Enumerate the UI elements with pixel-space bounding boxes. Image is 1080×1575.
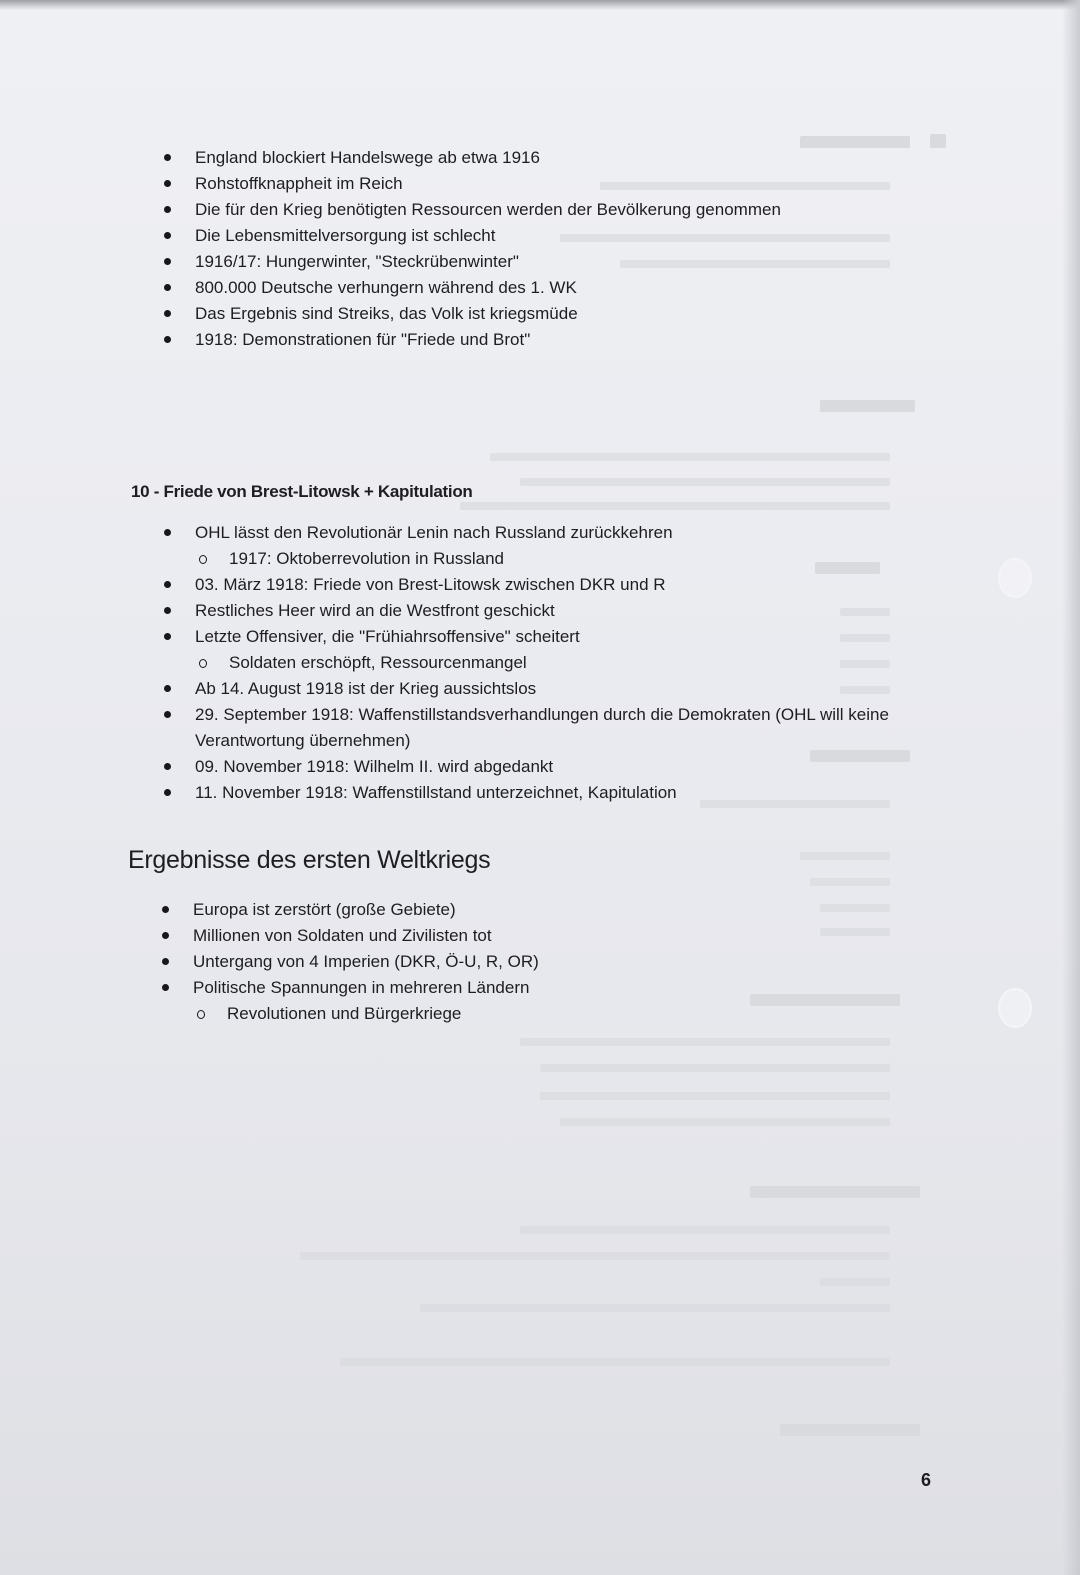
list-item-text: Rohstoffknappheit im Reich <box>195 174 403 193</box>
list-item <box>164 754 934 780</box>
circle-bullet-icon <box>199 659 207 668</box>
page-edge-shadow <box>1062 0 1080 1575</box>
list-item <box>164 327 984 353</box>
section-heading-brest-litowsk: 10 - Friede von Brest-Litowsk + Kapitulation <box>131 482 473 501</box>
list-item-text: 1916/17: Hungerwinter, "Steckrübenwinter" <box>195 252 519 271</box>
list-item-text: Das Ergebnis sind Streiks, das Volk ist kriegsmüde <box>195 304 578 323</box>
sub-list-item <box>164 546 934 572</box>
list-item <box>164 197 984 223</box>
bullet-icon <box>164 206 171 213</box>
list-item-text: 1918: Demonstrationen für "Friede und Brot" <box>195 330 531 349</box>
bullet-icon <box>164 336 171 343</box>
list-item <box>164 301 984 327</box>
list-item-text: 1917: Oktoberrevolution in Russland <box>229 549 504 568</box>
list-item <box>164 780 934 806</box>
bullet-icon <box>164 685 171 692</box>
list-item-text: Die für den Krieg benötigten Ressourcen werden der Bevölkerung genommen <box>195 200 781 219</box>
list-item-text: Revolutionen und Bürgerkriege <box>227 1004 462 1023</box>
circle-bullet-icon <box>199 555 207 564</box>
list-item <box>164 171 984 197</box>
bullet-icon <box>164 607 171 614</box>
list-item <box>164 520 934 546</box>
list-item <box>164 702 934 754</box>
list-item <box>164 145 984 171</box>
list-item-text: Untergang von 4 Imperien (DKR, Ö-U, R, OR) <box>193 952 539 971</box>
bullet-icon <box>164 789 171 796</box>
bullet-icon <box>164 180 171 187</box>
bullet-icon <box>164 310 171 317</box>
sub-list-item <box>164 650 934 676</box>
list-item <box>162 897 932 923</box>
page-top-edge <box>0 0 1080 10</box>
bullet-icon <box>164 258 171 265</box>
list-item-text: England blockiert Handelswege ab etwa 1916 <box>195 148 540 167</box>
list-item-text: 03. März 1918: Friede von Brest-Litowsk zwischen DKR und R <box>195 575 666 594</box>
list-item-text: Politische Spannungen in mehreren Ländern <box>193 978 530 997</box>
bullet-icon <box>164 529 171 536</box>
bullet-icon <box>164 763 171 770</box>
bullet-icon <box>164 232 171 239</box>
bullet-icon <box>162 906 169 913</box>
page-number: 6 <box>921 1470 932 1490</box>
list-item-text: Ab 14. August 1918 ist der Krieg aussichtslos <box>195 679 537 698</box>
list-item-text: Soldaten erschöpft, Ressourcenmangel <box>229 653 527 672</box>
list-item-text: 09. November 1918: Wilhelm II. wird abgedankt <box>195 757 554 776</box>
intro-bullet-list <box>164 145 984 353</box>
list-item <box>162 949 932 975</box>
list-item <box>164 275 984 301</box>
list-item <box>162 923 932 949</box>
list-item <box>164 223 984 249</box>
list-item <box>164 676 934 702</box>
list-item-text: 29. September 1918: Waffenstillstandsverhandlungen durch die Demokraten (OHL will keine Verantwortung übernehmen) <box>195 705 889 750</box>
results-bullet-list <box>162 897 932 1027</box>
list-item <box>164 572 934 598</box>
list-item-text: Letzte Offensiver, die "Frühiahrsoffensive" scheitert <box>195 627 580 646</box>
bullet-icon <box>162 958 169 965</box>
section-heading-results: Ergebnisse des ersten Weltkriegs <box>128 846 491 874</box>
list-item <box>164 249 984 275</box>
list-item-text: 11. November 1918: Waffenstillstand unterzeichnet, Kapitulation <box>195 783 677 802</box>
bullet-icon <box>164 633 171 640</box>
bullet-icon <box>164 284 171 291</box>
bullet-icon <box>164 581 171 588</box>
list-item <box>164 624 934 650</box>
bullet-icon <box>162 984 169 991</box>
list-item-text: Die Lebensmittelversorgung ist schlecht <box>195 226 496 245</box>
list-item-text: Europa ist zerstört (große Gebiete) <box>193 900 456 919</box>
brest-litowsk-bullet-list <box>164 520 934 806</box>
bullet-icon <box>162 932 169 939</box>
circle-bullet-icon <box>197 1010 205 1019</box>
list-item-text: 800.000 Deutsche verhungern während des 1. WK <box>195 278 577 297</box>
list-item-text: Restliches Heer wird an die Westfront geschickt <box>195 601 555 620</box>
list-item <box>164 598 934 624</box>
list-item-text: Millionen von Soldaten und Zivilisten tot <box>193 926 492 945</box>
sub-list-item <box>162 1001 932 1027</box>
bullet-icon <box>164 154 171 161</box>
list-item-text: OHL lässt den Revolutionär Lenin nach Russland zurückkehren <box>195 523 673 542</box>
list-item <box>162 975 932 1001</box>
bullet-icon <box>164 711 171 718</box>
